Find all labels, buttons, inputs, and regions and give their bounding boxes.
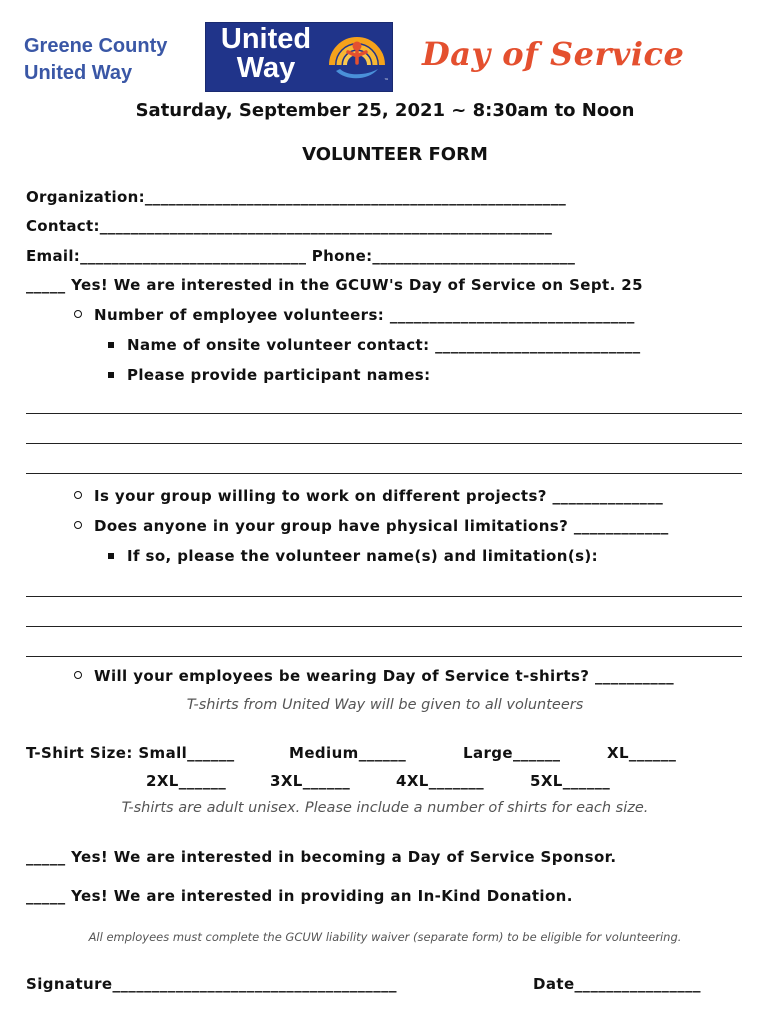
participant-names-line-1[interactable]	[26, 413, 742, 414]
date-field[interactable]: Date________________	[533, 975, 701, 993]
size-medium-field[interactable]: Medium______	[289, 744, 407, 762]
gc-logo-line2: United Way	[24, 62, 133, 84]
size-3xl-field[interactable]: 3XL______	[270, 772, 351, 790]
gc-logo-line1: Greene County	[24, 35, 168, 57]
waiver-note: All employees must complete the GCUW liability waiver (separate form) to be eligible for volunteering.	[88, 930, 682, 944]
tshirt-note: T-shirts from United Way will be given to all volunteers	[186, 697, 584, 713]
size-2xl-field[interactable]: 2XL______	[146, 772, 227, 790]
circle-bullet-icon	[74, 310, 82, 318]
circle-bullet-icon	[74, 491, 82, 499]
onsite-contact-label: Name of onsite volunteer contact: __________________________	[127, 336, 641, 354]
participant-names-item	[108, 366, 431, 384]
square-bullet-icon	[108, 553, 114, 559]
square-bullet-icon	[108, 372, 114, 378]
size-note: T-shirts are adult unisex. Please include a number of shirts for each size.	[121, 800, 649, 816]
trademark-symbol: ™	[384, 78, 389, 84]
day-of-service-title: Day of Service	[422, 35, 685, 73]
participant-names-label: Please provide participant names:	[127, 366, 431, 384]
organization-field[interactable]: Organization:______________________________________________________	[26, 188, 567, 206]
event-date-line: Saturday, September 25, 2021 ~ 8:30am to Noon	[135, 100, 635, 121]
tshirt-question-label: Will your employees be wearing Day of Service t-shirts? __________	[94, 667, 675, 685]
volunteer-interest-line[interactable]: _____ Yes! We are interested in the GCUW's Day of Service on Sept. 25	[26, 276, 643, 294]
united-way-logo	[205, 22, 393, 92]
limitations-line-1[interactable]	[26, 596, 742, 597]
limitations-line-3[interactable]	[26, 656, 742, 657]
different-projects-item[interactable]	[74, 487, 663, 505]
size-xl-field[interactable]: XL______	[607, 744, 677, 762]
contact-field[interactable]: Contact:__________________________________________________________	[26, 217, 553, 235]
employee-volunteers-item[interactable]	[74, 306, 635, 324]
participant-names-line-2[interactable]	[26, 443, 742, 444]
uw-line2: Way	[236, 52, 296, 84]
circle-bullet-icon	[74, 671, 82, 679]
size-large-field[interactable]: Large______	[463, 744, 561, 762]
email-phone-field[interactable]: Email:_____________________________ Phone:__________________________	[26, 247, 576, 265]
united-way-wordmark	[212, 25, 320, 83]
united-way-emblem-icon	[326, 25, 388, 87]
signature-field[interactable]: Signature____________________________________	[26, 975, 397, 993]
uw-line1: United	[220, 23, 312, 55]
limitations-detail-label: If so, please the volunteer name(s) and limitation(s):	[127, 547, 599, 565]
physical-limitations-item[interactable]	[74, 517, 669, 535]
physical-limitations-label: Does anyone in your group have physical limitations? ____________	[94, 517, 669, 535]
onsite-contact-item[interactable]	[108, 336, 641, 354]
employee-volunteers-label: Number of employee volunteers: _______________________________	[94, 306, 635, 324]
size-small-field[interactable]: T-Shirt Size: Small______	[26, 744, 235, 762]
limitations-line-2[interactable]	[26, 626, 742, 627]
participant-names-line-3[interactable]	[26, 473, 742, 474]
limitations-detail-item	[108, 547, 598, 565]
tshirt-question-item[interactable]	[74, 667, 674, 685]
size-4xl-field[interactable]: 4XL_______	[396, 772, 485, 790]
square-bullet-icon	[108, 342, 114, 348]
form-title: VOLUNTEER FORM	[302, 144, 488, 165]
greene-county-logo	[24, 33, 167, 87]
circle-bullet-icon	[74, 521, 82, 529]
size-5xl-field[interactable]: 5XL______	[530, 772, 611, 790]
inkind-donation-line[interactable]: _____ Yes! We are interested in providing an In-Kind Donation.	[26, 887, 573, 905]
sponsor-interest-line[interactable]: _____ Yes! We are interested in becoming a Day of Service Sponsor.	[26, 848, 617, 866]
different-projects-label: Is your group willing to work on different projects? ______________	[94, 487, 664, 505]
